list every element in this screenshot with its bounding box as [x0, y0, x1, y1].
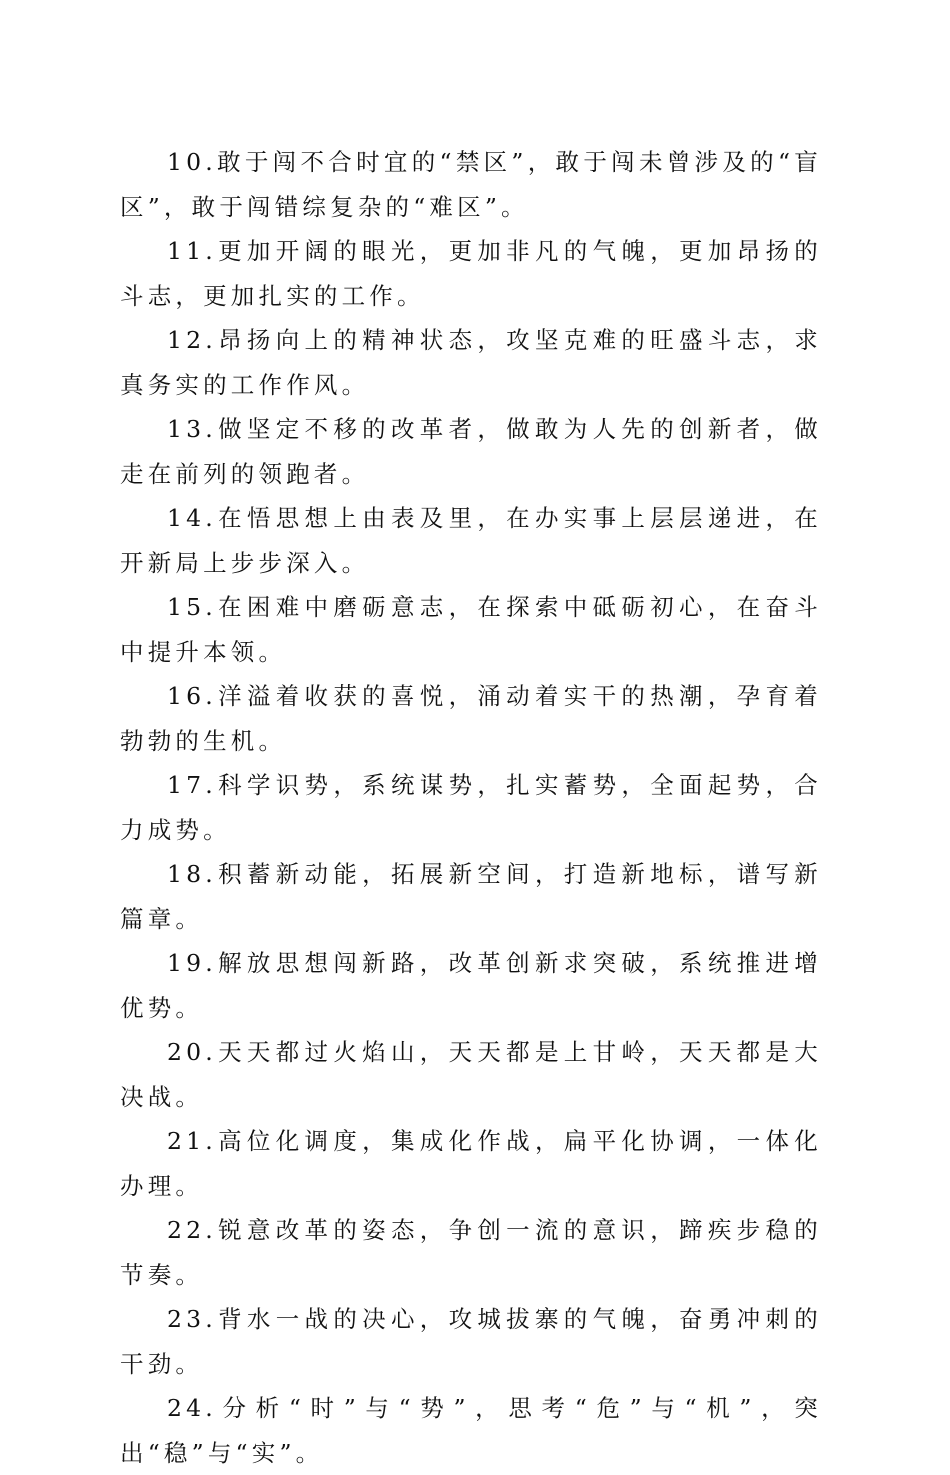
document-body [120, 140, 822, 1475]
list-item: 16.洋溢着收获的喜悦，涌动着实干的热潮，孕育着勃勃的生机。 [120, 682, 822, 755]
list-item: 24.分析“时”与“势”，思考“危”与“机”，突出“稳”与“实”。 [120, 1394, 822, 1467]
list-item: 10.敢于闯不合时宜的“禁区”，敢于闯未曾涉及的“盲区”，敢于闯错综复杂的“难区”。 [120, 148, 822, 221]
list-item: 15.在困难中磨砺意志，在探索中砥砺初心，在奋斗中提升本领。 [120, 593, 822, 666]
list-item: 19.解放思想闯新路，改革创新求突破，系统推进增优势。 [120, 949, 822, 1022]
list-item: 11.更加开阔的眼光，更加非凡的气魄，更加昂扬的斗志，更加扎实的工作。 [120, 237, 822, 310]
list-item: 23.背水一战的决心，攻城拔寨的气魄，奋勇冲刺的干劲。 [120, 1305, 822, 1378]
list-item: 17.科学识势，系统谋势，扎实蓄势，全面起势，合力成势。 [120, 771, 822, 844]
list-item: 20.天天都过火焰山，天天都是上甘岭，天天都是大决战。 [120, 1038, 822, 1111]
list-item: 18.积蓄新动能，拓展新空间，打造新地标，谱写新篇章。 [120, 860, 822, 933]
list-item: 12.昂扬向上的精神状态，攻坚克难的旺盛斗志，求真务实的工作作风。 [120, 326, 822, 399]
list-item: 22.锐意改革的姿态，争创一流的意识，蹄疾步稳的节奏。 [120, 1216, 822, 1289]
list-item: 14.在悟思想上由表及里，在办实事上层层递进，在开新局上步步深入。 [120, 504, 822, 577]
list-item: 13.做坚定不移的改革者，做敢为人先的创新者，做走在前列的领跑者。 [120, 415, 822, 488]
list-item: 21.高位化调度，集成化作战，扁平化协调，一体化办理。 [120, 1127, 822, 1200]
